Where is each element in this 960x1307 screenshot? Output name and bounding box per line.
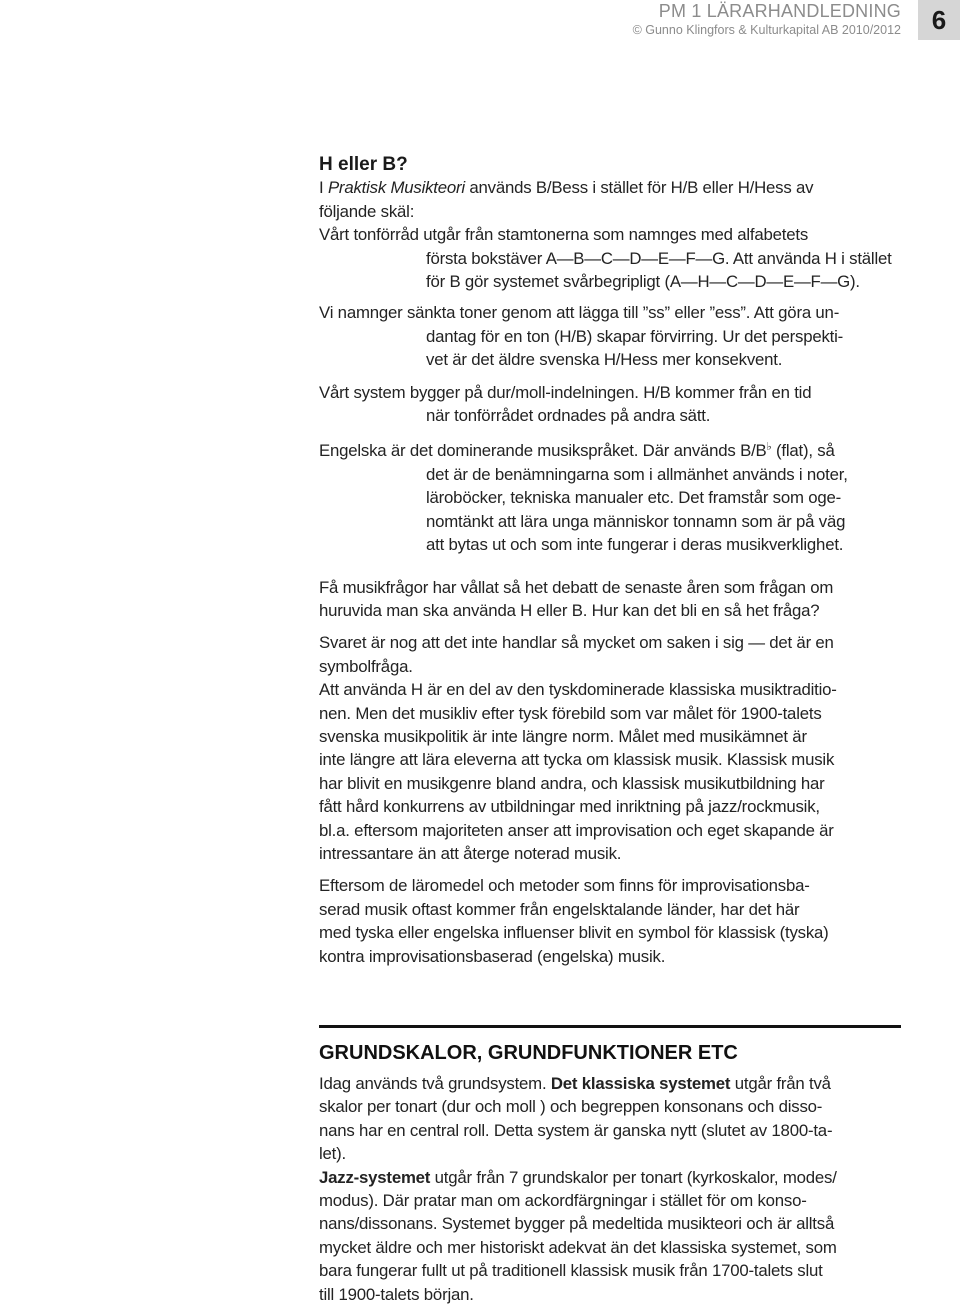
text-run: intressantare än att återge noterad musik. bbox=[319, 843, 622, 863]
text-run: (flat), så bbox=[771, 441, 835, 461]
text-run: skalor per tonart (dur och moll ) och begreppen konsonans och disso- bbox=[319, 1097, 823, 1117]
text-line bbox=[319, 247, 919, 270]
text-run: huruvida man ska använda H eller B. Hur kan det bli en så het fråga? bbox=[319, 600, 820, 620]
text-run: Eftersom de läromedel och metoder som finns för improvisationsba- bbox=[319, 876, 810, 896]
text-line bbox=[319, 898, 919, 921]
text-run: kontra improvisationsbaserad (engelska) musik. bbox=[319, 946, 666, 966]
intro-paragraph bbox=[319, 176, 919, 223]
text-run: nans/dissonans. Systemet bygger på medeltida musikteori och är alltså bbox=[319, 1214, 835, 1234]
text-line bbox=[319, 678, 919, 701]
text-run: Engelska är det dominerande musikspråket. Där används B/B bbox=[319, 441, 767, 461]
running-header bbox=[633, 0, 901, 38]
reason-paragraph bbox=[319, 301, 919, 371]
text-run: Att använda H är en del av den tyskdominerade klassiska musiktraditio- bbox=[319, 680, 837, 700]
text-run: dantag för en ton (H/B) skapar förvirring. Ur det perspekti- bbox=[426, 326, 844, 346]
text-line bbox=[319, 301, 919, 324]
text-run: I bbox=[319, 178, 328, 198]
text-line bbox=[319, 1236, 919, 1259]
text-line bbox=[319, 576, 919, 599]
text-run: bl.a. eftersom majoriteten anser att improvisation och eget skapande är bbox=[319, 820, 834, 840]
copyright-notice: © Gunno Klingfors & Kulturkapital AB 2010/2012 bbox=[632, 23, 901, 37]
text-run: fått hård konkurrens av utbildningar med inriktning på jazz/rockmusik, bbox=[319, 797, 820, 817]
text-line bbox=[319, 1212, 919, 1235]
reason-paragraph bbox=[319, 381, 919, 428]
text-line bbox=[319, 921, 919, 944]
text-run: följande skäl: bbox=[319, 201, 415, 221]
text-line bbox=[319, 1189, 919, 1212]
body-paragraph bbox=[319, 1166, 919, 1306]
body-paragraph bbox=[319, 1072, 919, 1166]
text-run: bara fungerar fullt ut på traditionell klassisk musik från 1700-talets slut bbox=[319, 1261, 823, 1281]
bold-text: Jazz-systemet bbox=[319, 1167, 431, 1187]
reason-paragraph bbox=[319, 436, 919, 556]
text-line bbox=[319, 1283, 919, 1306]
text-run: nans har en central roll. Detta system är ganska nytt (slutet av 1800-ta- bbox=[319, 1120, 833, 1140]
text-line bbox=[319, 702, 919, 725]
text-run: let). bbox=[319, 1144, 346, 1164]
text-line bbox=[319, 1095, 919, 1118]
text-run: Svaret är nog att det inte handlar så mycket om saken i sig — det är en bbox=[319, 633, 834, 653]
text-line bbox=[319, 325, 919, 348]
text-line bbox=[319, 436, 919, 462]
text-line bbox=[319, 404, 919, 427]
text-line bbox=[319, 842, 919, 865]
text-run: till 1900-talets början. bbox=[319, 1284, 474, 1304]
text-run: används B/Bess i stället för H/B eller H/Hess av bbox=[464, 178, 814, 198]
text-line bbox=[319, 200, 919, 223]
text-run: läroböcker, tekniska manualer etc. Det framstår som oge- bbox=[426, 488, 842, 508]
text-run: har blivit en musikgenre bland andra, och klassisk musikutbildning har bbox=[319, 773, 825, 793]
text-run: Vårt system bygger på dur/moll-indelningen. H/B kommer från en tid bbox=[319, 382, 812, 402]
text-line bbox=[319, 631, 919, 654]
italic-text: Praktisk Musikteori bbox=[327, 178, 465, 198]
section-heading: H eller B? bbox=[319, 154, 408, 175]
text-line bbox=[319, 1259, 919, 1282]
text-run: med tyska eller engelska influenser blivit en symbol för klassisk (tyska) bbox=[319, 923, 829, 943]
text-run: det är de benämningarna som i allmänhet används i noter, bbox=[426, 464, 848, 484]
bold-text: Det klassiska systemet bbox=[550, 1074, 731, 1093]
text-run: mycket äldre och mer historiskt adekvat än det klassiska systemet, som bbox=[319, 1237, 837, 1257]
section-divider bbox=[319, 1025, 901, 1028]
text-line bbox=[319, 772, 919, 795]
text-line bbox=[319, 486, 919, 509]
text-line bbox=[319, 725, 919, 748]
text-run: Vårt tonförråd utgår från stamtonerna som namnges med alfabetets bbox=[319, 225, 809, 245]
text-run: när tonförrådet ordnades på andra sätt. bbox=[426, 406, 711, 426]
text-run: modus). Där pratar man om ackordfärgningar i stället för om konso- bbox=[319, 1191, 807, 1211]
text-line bbox=[319, 1119, 919, 1142]
text-run: vet är det äldre svenska H/Hess mer konsekvent. bbox=[426, 350, 783, 370]
text-line bbox=[319, 381, 919, 404]
body-paragraph bbox=[319, 631, 919, 678]
text-line bbox=[319, 945, 919, 968]
text-line bbox=[319, 348, 919, 371]
body-paragraph bbox=[319, 576, 919, 623]
text-line bbox=[319, 819, 919, 842]
text-run: svenska musikpolitik är inte längre norm. Målet med musikämnet är bbox=[319, 726, 807, 746]
section-h-eller-b bbox=[319, 153, 919, 968]
text-run: utgår från två bbox=[730, 1074, 831, 1093]
text-line bbox=[319, 795, 919, 818]
text-line bbox=[319, 510, 919, 533]
text-line bbox=[319, 176, 919, 199]
text-line bbox=[319, 599, 919, 622]
section-grundskalor bbox=[319, 1072, 919, 1306]
text-line bbox=[319, 748, 919, 771]
text-run: utgår från 7 grundskalor per tonart (kyrkoskalor, modes/ bbox=[430, 1167, 837, 1187]
text-run: inte längre att lära eleverna att tycka om klassisk musik. Klassisk musik bbox=[319, 750, 835, 770]
text-line bbox=[319, 1166, 919, 1189]
text-run: serad musik oftast kommer från engelsktalande länder, har det här bbox=[319, 899, 800, 919]
text-line bbox=[319, 874, 919, 897]
section-heading: GRUNDSKALOR, GRUNDFUNKTIONER ETC bbox=[319, 1042, 738, 1064]
text-run: Få musikfrågor har vållat så het debatt de senaste åren som frågan om bbox=[319, 577, 834, 597]
page-number: 6 bbox=[918, 0, 960, 40]
text-line bbox=[319, 533, 919, 556]
text-line bbox=[319, 270, 919, 293]
text-line bbox=[319, 463, 919, 486]
text-line bbox=[319, 223, 919, 246]
text-run: nen. Men det musikliv efter tysk förebild som var målet för 1900-talets bbox=[319, 703, 822, 723]
text-line bbox=[319, 1142, 919, 1165]
text-run: att bytas ut och som inte fungerar i deras musikverklighet. bbox=[426, 535, 844, 555]
text-line bbox=[319, 1072, 919, 1095]
body-paragraph bbox=[319, 874, 919, 968]
reason-paragraph bbox=[319, 223, 919, 293]
text-run: nomtänkt att lära unga människor tonnamn som är på väg bbox=[426, 511, 846, 531]
body-paragraph bbox=[319, 678, 919, 865]
flat-sign: ♭ bbox=[766, 441, 772, 454]
text-run: symbolfråga. bbox=[319, 656, 413, 676]
text-run: Vi namnger sänkta toner genom att lägga till ”ss” eller ”ess”. Att göra un- bbox=[319, 303, 840, 323]
text-line bbox=[319, 655, 919, 678]
text-run: Idag används två grundsystem. bbox=[319, 1074, 551, 1093]
text-run: första bokstäver A—B—C—D—E—F—G. Att använda H i stället bbox=[426, 248, 892, 268]
text-run: för B gör systemet svårbegripligt (A—H—C—D—E—F—G). bbox=[426, 272, 860, 292]
document-title: PM 1 LÄRARHANDLEDNING bbox=[658, 1, 901, 21]
